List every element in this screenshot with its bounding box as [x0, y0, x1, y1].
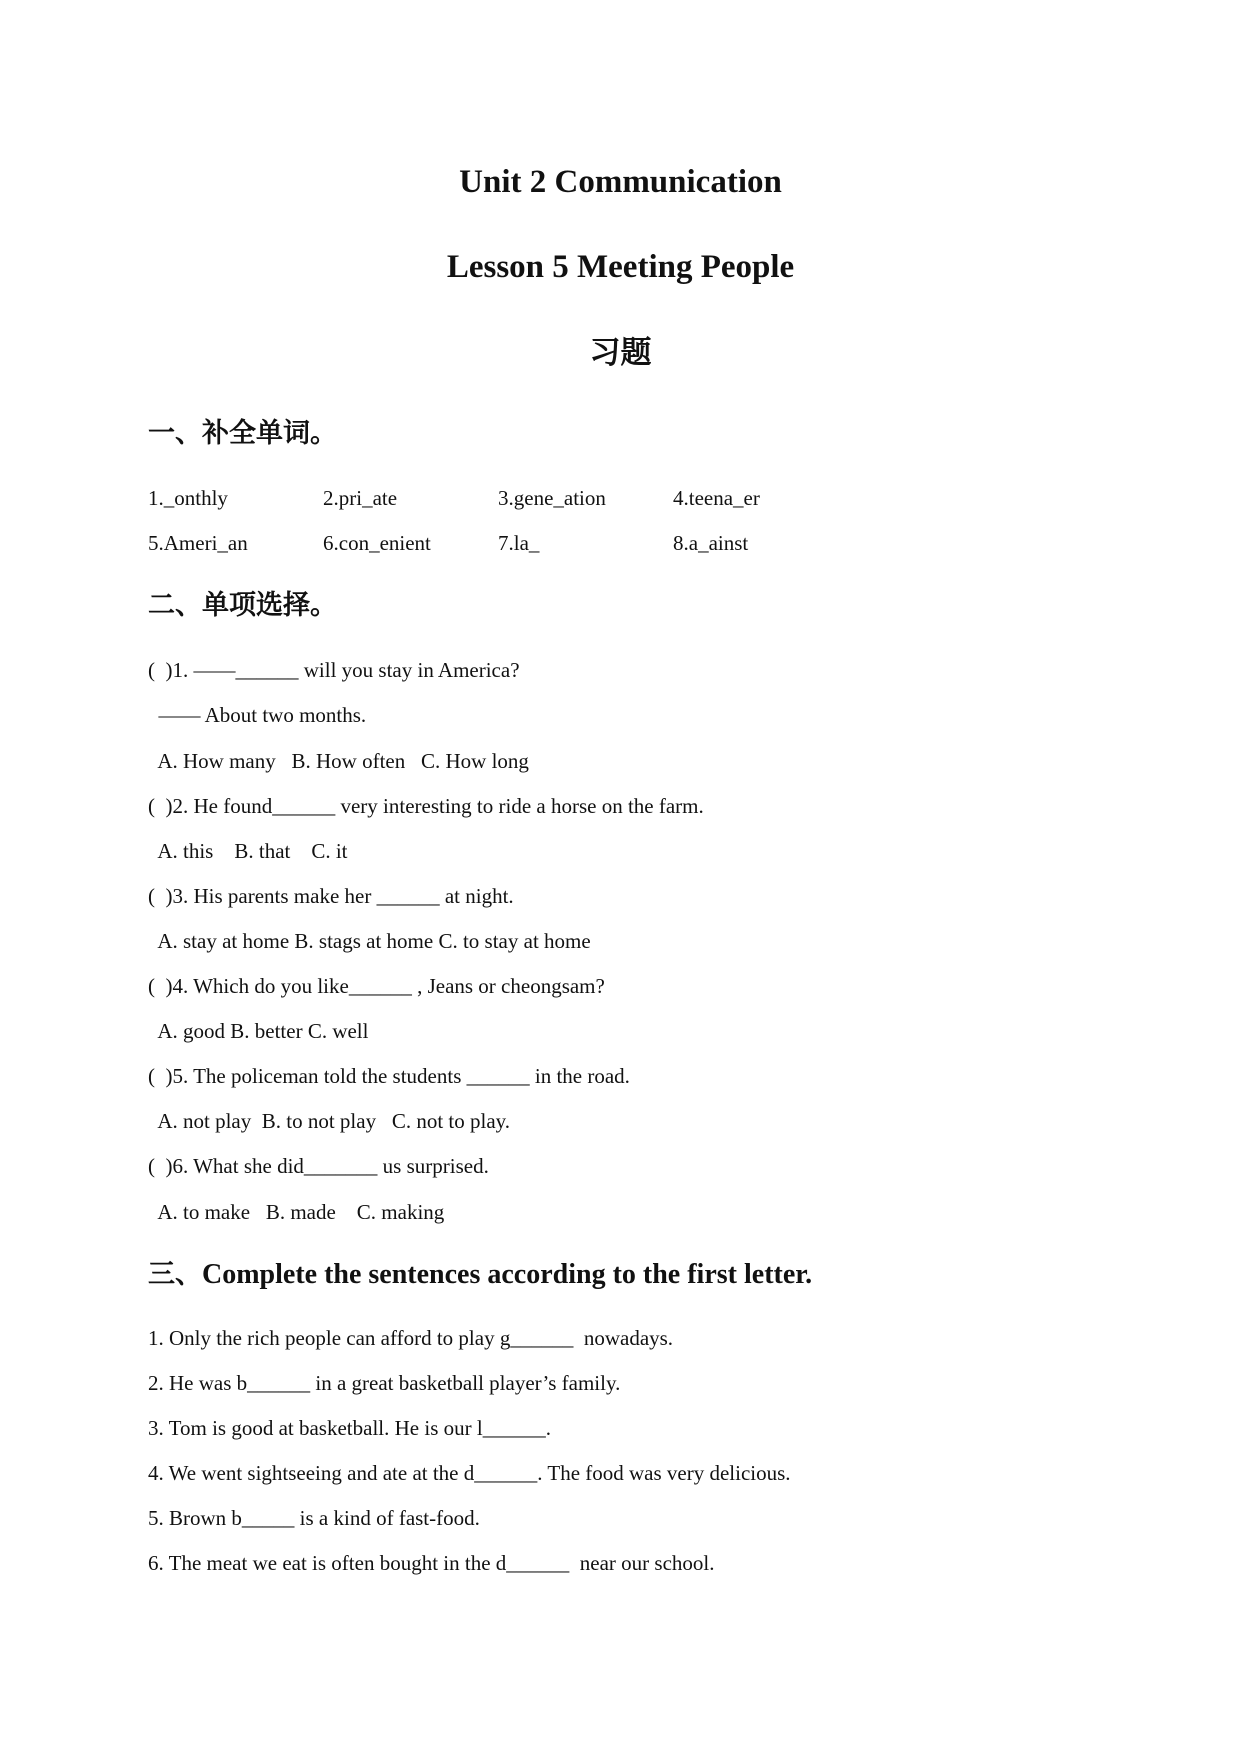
question-2-options: A. this B. that C. it [148, 839, 348, 863]
question-6-options: A. to make B. made C. making [148, 1200, 445, 1224]
word-item-2: 2.pri_ate [323, 486, 398, 510]
word-item-5: 5.Ameri_an [148, 531, 248, 555]
lesson-title: Lesson 5 Meeting People [446, 249, 795, 285]
question-3-options: A. stay at home B. stags at home C. to stay at home [148, 929, 591, 953]
question-1: ( )1. ——______ will you stay in America? [148, 658, 520, 682]
word-item-8: 8.a_ainst [673, 531, 749, 555]
question-1-options: A. How many B. How often C. How long [148, 749, 529, 773]
sentence-4: 4. We went sightseeing and ate at the d______. The food was very delicious. [148, 1461, 791, 1485]
section1-heading: 一、补全单词。 [148, 418, 337, 449]
word-item-3: 3.gene_ation [498, 486, 606, 510]
question-5-options: A. not play B. to not play C. not to play. [148, 1109, 511, 1133]
sentence-6: 6. The meat we eat is often bought in the d______ near our school. [148, 1551, 715, 1575]
question-4: ( )4. Which do you like______ , Jeans or cheongsam? [148, 974, 605, 998]
word-item-6: 6.con_enient [323, 531, 431, 555]
section3-heading-text: Complete the sentences according to the first letter. [202, 1259, 813, 1290]
question-2: ( )2. He found______ very interesting to ride a horse on the farm. [148, 794, 704, 818]
exercise-title: 习题 [589, 335, 652, 371]
section2-heading: 二、单项选择。 [148, 590, 337, 621]
word-item-1: 1._onthly [148, 486, 228, 510]
section3-heading-prefix: 三、 [148, 1259, 202, 1290]
sentence-5: 5. Brown b_____ is a kind of fast-food. [148, 1506, 480, 1530]
question-4-options: A. good B. better C. well [148, 1019, 369, 1043]
unit-title: Unit 2 Communication [459, 164, 782, 200]
section3-heading [148, 1257, 812, 1293]
question-3: ( )3. His parents make her ______ at night. [148, 884, 514, 908]
word-item-7: 7.la_ [498, 531, 540, 555]
word-item-4: 4.teena_er [673, 486, 760, 510]
question-1-answer: —— About two months. [148, 703, 367, 727]
question-6: ( )6. What she did_______ us surprised. [148, 1154, 489, 1178]
sentence-3: 3. Tom is good at basketball. He is our l______. [148, 1416, 551, 1440]
sentence-2: 2. He was b______ in a great basketball player’s family. [148, 1371, 621, 1395]
sentence-1: 1. Only the rich people can afford to play g______ nowadays. [148, 1326, 674, 1350]
question-5: ( )5. The policeman told the students ______ in the road. [148, 1064, 630, 1088]
